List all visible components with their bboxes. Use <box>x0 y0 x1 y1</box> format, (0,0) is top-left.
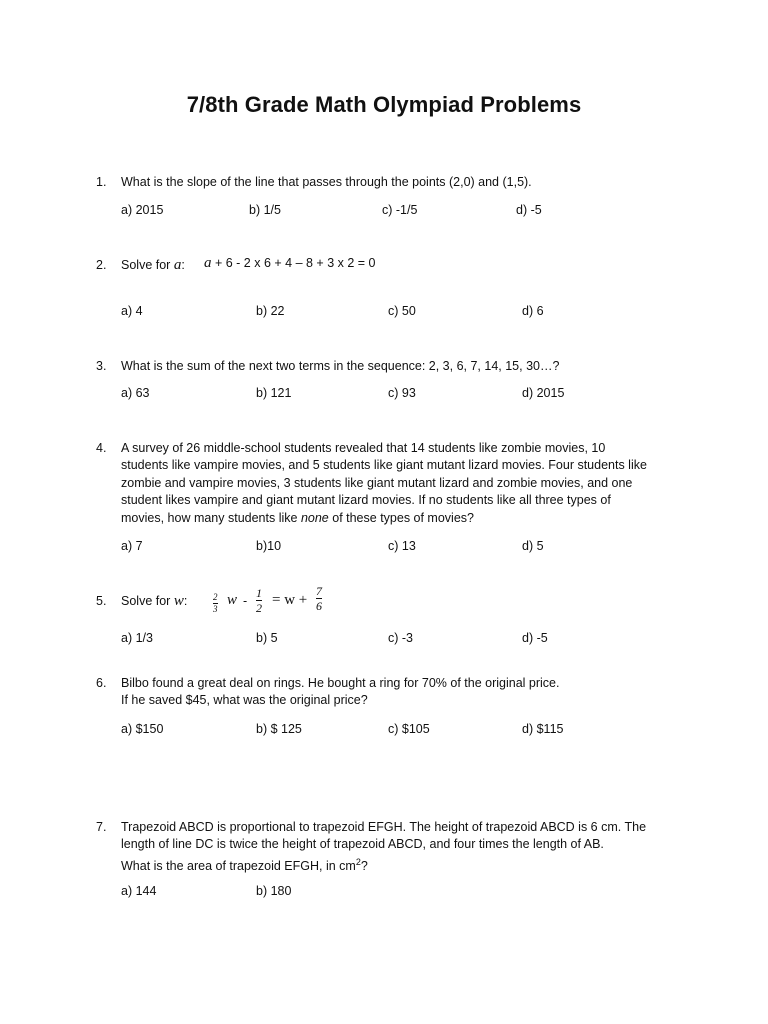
problem-text <box>121 675 656 710</box>
option-b: b) 1/5 <box>249 203 281 217</box>
denominator: 6 <box>316 599 322 613</box>
option-a: a) 2015 <box>121 203 164 217</box>
option-d: d) 5 <box>522 539 544 553</box>
option-b: b)10 <box>256 539 282 553</box>
prompt-label: Solve for <box>121 594 171 608</box>
fraction-two-thirds <box>213 593 218 614</box>
fraction-seven-sixths <box>316 585 322 612</box>
problem-text: What is the sum of the next two terms in the sequence: 2, 3, 6, 7, 14, 15, 30…? <box>121 359 560 373</box>
page-title: 7/8th Grade Math Olympiad Problems <box>186 92 582 117</box>
fraction-one-half <box>256 587 262 614</box>
equals-w-plus <box>272 592 307 609</box>
option-b: b) $ 125 <box>256 722 302 736</box>
option-d: d) 6 <box>522 304 544 318</box>
text-line-2: What is the area of trapezoid EFGH, in cm <box>121 858 356 873</box>
option-c: c) 50 <box>388 304 416 318</box>
problem-text <box>121 440 656 527</box>
text-line-1: Trapezoid ABCD is proportional to trapezoid EFGH. The height of trapezoid ABCD is 6 cm. The length of line DC is twice the height of trapezoid ABCD, and four times the length of AB. <box>121 820 647 852</box>
problem-text <box>121 257 656 274</box>
option-d: d) -5 <box>522 631 548 645</box>
option-a: a) 7 <box>121 539 143 553</box>
option-c: c) 13 <box>388 539 416 553</box>
problem-number: 1. <box>96 175 107 189</box>
option-a: a) 4 <box>121 304 143 318</box>
option-a: a) 1/3 <box>121 631 153 645</box>
equation <box>204 255 376 272</box>
equation-variable: a <box>204 255 212 271</box>
problem-number: 3. <box>96 359 107 373</box>
option-c: c) $105 <box>388 722 430 736</box>
option-d: d) 2015 <box>522 386 565 400</box>
equation-w: w <box>227 592 238 608</box>
text-before: A survey of 26 middle-school students revealed that 14 students like zombie movies, 10 students like vampire movies, and 5 students like giant mutant lizard movies. Four students like zombie and vampire movies, 3 students like giant mutant lizard and zombie movies, and one student likes vampire and giant mutant lizard movies. If no students like all three types of movies, how many students like <box>121 441 647 525</box>
prompt-label: Solve for <box>121 258 171 272</box>
problem-text <box>121 819 656 875</box>
problem-number: 2. <box>96 258 107 272</box>
option-a: a) $150 <box>121 722 164 736</box>
superscript-2: 2 <box>355 856 361 867</box>
option-d: d) -5 <box>516 203 542 217</box>
variable: a <box>173 257 182 273</box>
option-a: a) 144 <box>121 884 157 898</box>
problem-text: What is the slope of the line that passes through the points (2,0) and (1,5). <box>121 175 532 189</box>
numerator: 1 <box>256 586 262 600</box>
option-b: b) 22 <box>256 304 285 318</box>
colon: : <box>183 594 188 608</box>
numerator: 2 <box>213 592 218 602</box>
option-b: b) 180 <box>256 884 292 898</box>
variable: w <box>173 593 184 609</box>
option-c: c) -3 <box>388 631 413 645</box>
problem-number: 7. <box>96 820 107 834</box>
emphasis-none: none <box>300 510 329 525</box>
text-line-1: Bilbo found a great deal on rings. He bought a ring for 70% of the original price. <box>121 676 560 690</box>
option-b: b) 5 <box>256 631 278 645</box>
text-after: of these types of movies? <box>328 510 474 525</box>
denominator: 3 <box>213 604 218 614</box>
numerator: 7 <box>316 584 322 598</box>
option-c: c) 93 <box>388 386 416 400</box>
problem-number: 6. <box>96 676 107 690</box>
option-a: a) 63 <box>121 386 150 400</box>
option-d: d) $115 <box>522 722 564 736</box>
question-mark: ? <box>360 858 368 873</box>
problem-number: 4. <box>96 441 107 455</box>
option-b: b) 121 <box>256 386 292 400</box>
equation-rest: + 6 - 2 x 6 + 4 – 8 + 3 x 2 = 0 <box>211 256 376 270</box>
equals-w-plus-text: = w + <box>272 592 308 608</box>
problem-number: 5. <box>96 594 107 608</box>
denominator: 2 <box>256 601 262 615</box>
minus-sign: - <box>243 594 248 608</box>
colon: : <box>181 258 185 272</box>
option-c: c) -1/5 <box>382 203 418 217</box>
text-line-2: If he saved $45, what was the original price? <box>121 693 368 708</box>
problem-text <box>121 593 656 613</box>
